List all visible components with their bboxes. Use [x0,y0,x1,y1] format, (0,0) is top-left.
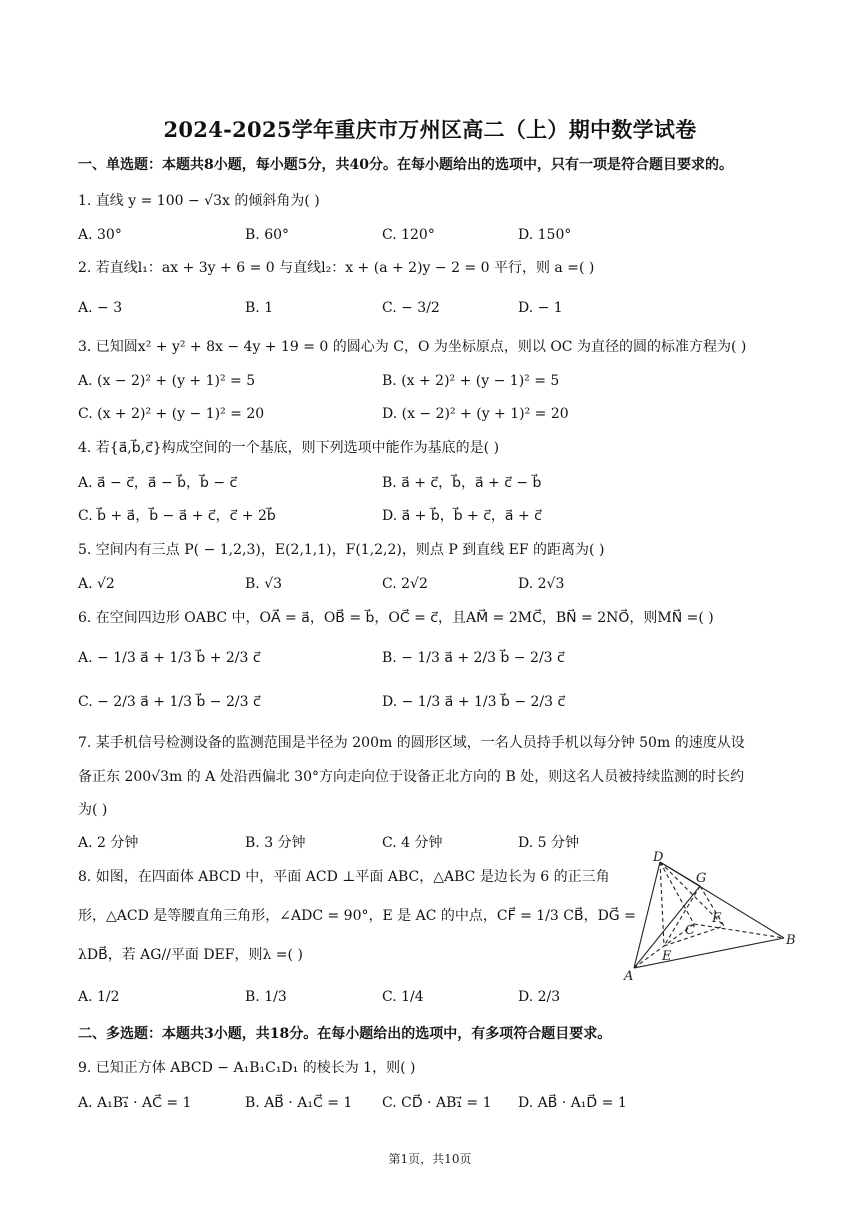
edge-cb [694,924,784,938]
question-7-stem-line-3: 为( ) [78,802,108,818]
page-footer: 第1页，共10页 [388,1152,472,1166]
question-8-option-a: A. 1/2 [78,989,120,1005]
label-e: E [662,949,672,964]
question-4-stem: 4. 若{a⃗,b⃗,c⃗}构成空间的一个基底，则下列选项中能作为基底的是( ) [78,440,500,456]
question-2-option-c: C. − 3/2 [382,300,440,316]
tetrahedron-figure [620,850,810,985]
label-b: B [786,933,796,948]
question-5-option-a: A. √2 [78,576,115,592]
question-7-option-c: C. 4 分钟 [382,835,443,851]
question-5-option-b: B. √3 [245,576,283,592]
label-c: C [685,923,695,938]
question-1-option-d: D. 150° [518,227,572,243]
question-9-stem: 9. 已知正方体 ABCD − A₁B₁C₁D₁ 的棱长为 1，则( ) [78,1060,416,1076]
question-9-option-d: D. AB⃗ · A₁D⃗ = 1 [518,1095,627,1111]
question-3-option-c: C. (x + 2)² + (y − 1)² = 20 [78,406,265,422]
question-7-option-d: D. 5 分钟 [518,835,579,851]
question-4-option-a: A. a⃗ − c⃗，a⃗ − b⃗，b⃗ − c⃗ [78,475,238,491]
question-8-stem-line-1: 8. 如图，在四面体 ABCD 中，平面 ACD ⊥平面 ABC，△ABC 是边长为 6 的正三角 [78,869,610,885]
question-7-stem-line-1: 7. 某手机信号检测设备的监测范围是半径为 200m 的圆形区域，一名人员持手机以每分钟 50m 的速度从设 [78,735,745,751]
question-3-stem: 3. 已知圆x² + y² + 8x − 4y + 19 = 0 的圆心为 C，O 为坐标原点，则以 OC 为直径的圆的标准方程为( ) [78,339,747,355]
question-4-option-c: C. b⃗ + a⃗，b⃗ − a⃗ + c⃗，c⃗ + 2b⃗ [78,508,276,524]
question-7-stem-line-2: 备正东 200√3m 的 A 处沿西偏北 30°方向走向位于设备正北方向的 B 处，则这名人员被持续监测的时长约 [78,769,745,785]
question-4-option-d: D. a⃗ + b⃗，b⃗ + c⃗，a⃗ + c⃗ [382,508,542,524]
section-header-multi-choice: 二、多选题：本题共3小题，共18分。在每小题给出的选项中，有多项符合题目要求。 [78,1026,612,1042]
question-8-option-d: D. 2/3 [518,989,561,1005]
question-2-option-b: B. 1 [245,300,274,316]
question-2-stem: 2. 若直线l₁：ax + 3y + 6 = 0 与直线l₂：x + (a + 2)y − 2 = 0 平行，则 a =( ) [78,260,595,276]
question-6-stem: 6. 在空间四边形 OABC 中，OA⃗ = a⃗，OB⃗ = b⃗，OC⃗ = c⃗，且AM⃗ = 2MC⃗，BN⃗ = 2NO⃗，则MN⃗ =( ) [78,610,714,626]
section-header-single-choice: 一、单选题：本题共8小题，每小题5分，共40分。在每小题给出的选项中，只有一项是符合题目要求的。 [78,157,733,173]
question-9-option-b: B. AB⃗ · A₁C⃗ = 1 [245,1095,353,1111]
question-6-option-b: B. − 1/3 a⃗ + 2/3 b⃗ − 2/3 c⃗ [382,650,565,666]
question-6-option-a: A. − 1/3 a⃗ + 1/3 b⃗ + 2/3 c⃗ [78,650,261,666]
question-2-option-a: A. − 3 [78,300,123,316]
question-2-option-d: D. − 1 [518,300,563,316]
label-d: D [653,850,664,865]
question-4-option-b: B. a⃗ + c⃗，b⃗，a⃗ + c⃗ − b⃗ [382,475,542,491]
question-1-stem: 1. 直线 y = 100 − √3x 的倾斜角为( ) [78,193,320,209]
question-1-option-c: C. 120° [382,227,435,243]
question-7-option-a: A. 2 分钟 [78,835,139,851]
question-1-option-a: A. 30° [78,227,122,243]
question-9-option-c: C. CD⃗ · AB₁⃗ = 1 [382,1095,492,1111]
question-5-option-d: D. 2√3 [518,576,565,592]
question-3-option-d: D. (x − 2)² + (y + 1)² = 20 [382,406,569,422]
question-8-stem-line-2: 形，△ACD 是等腰直角三角形，∠ADC = 90°，E 是 AC 的中点，CF⃗ = 1/3 CB⃗，DG⃗ = [78,908,636,924]
question-5-option-c: C. 2√2 [382,576,428,592]
question-3-option-b: B. (x + 2)² + (y − 1)² = 5 [382,373,560,389]
question-8-option-b: B. 1/3 [245,989,287,1005]
question-5-stem: 5. 空间内有三点 P( − 1,2,3)，E(2,1,1)，F(1,2,2)，则点 P 到直线 EF 的距离为( ) [78,542,605,558]
question-9-option-a: A. A₁B₁⃗ · AC⃗ = 1 [78,1095,192,1111]
question-8-option-c: C. 1/4 [382,989,424,1005]
question-3-option-a: A. (x − 2)² + (y + 1)² = 5 [78,373,256,389]
question-6-option-d: D. − 1/3 a⃗ + 1/3 b⃗ − 2/3 c⃗ [382,694,566,710]
page-title: 2024-2025学年重庆市万州区高二（上）期中数学试卷 [163,117,697,142]
question-6-option-c: C. − 2/3 a⃗ + 1/3 b⃗ − 2/3 c⃗ [78,694,261,710]
edge-ab [634,938,784,968]
question-8-stem-line-3: λDB⃗，若 AG//平面 DEF，则λ =( ) [78,947,303,963]
label-a: A [624,969,634,984]
label-f: F [712,911,722,926]
question-7-option-b: B. 3 分钟 [245,835,306,851]
label-g: G [696,871,707,886]
question-1-option-b: B. 60° [245,227,290,243]
